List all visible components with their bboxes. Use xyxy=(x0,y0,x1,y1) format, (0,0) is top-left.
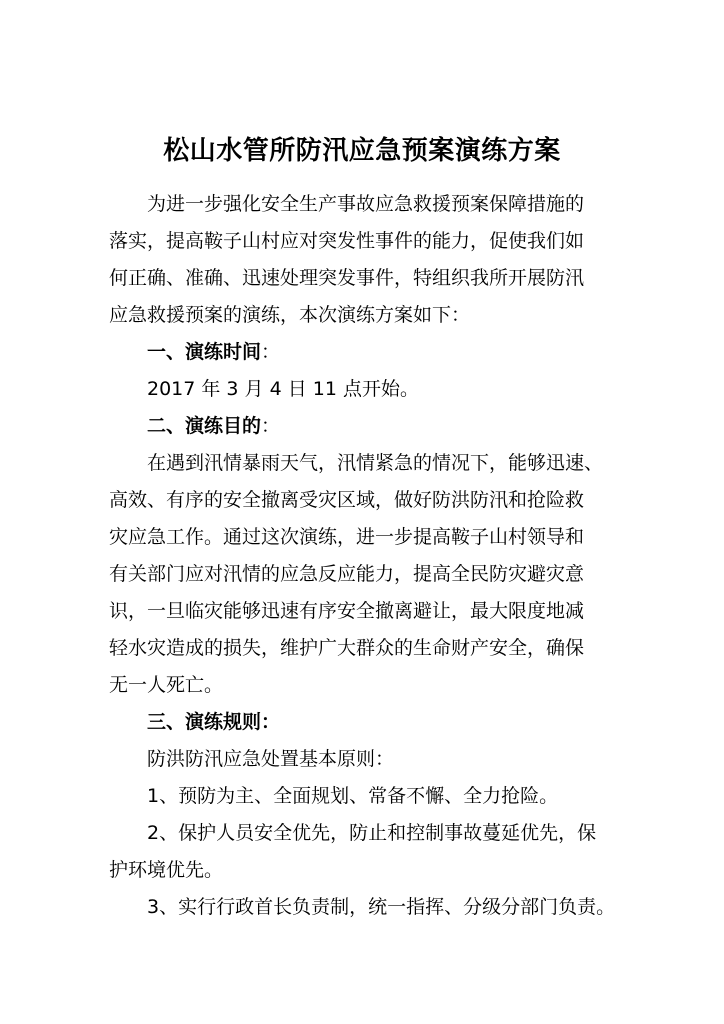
principle-item-3: 3、实行行政首长负责制，统一指挥、分级分部门负责。 xyxy=(147,896,616,918)
section-2-colon: ： xyxy=(261,415,281,437)
section-1-colon: ： xyxy=(261,341,281,363)
section-3-heading xyxy=(109,704,629,741)
section-1-title: 一、演练时间 xyxy=(147,341,262,363)
section-1-content: 2017 年 3 月 4 日 11 点开始。 xyxy=(147,378,419,400)
intro-line: 落实，提高鞍子山村应对突发性事件的能力，促使我们如 xyxy=(109,230,585,252)
section-3-title: 三、演练规则： xyxy=(147,711,281,733)
section-1-heading xyxy=(109,334,629,371)
principle-item-1: 1、预防为主、全面规划、常备不懈、全力抢险。 xyxy=(147,785,559,807)
principles-title: 防洪防汛应急处置基本原则： xyxy=(147,748,395,770)
section-2-line: 有关部门应对汛情的应急反应能力，提高全民防灾避灾意 xyxy=(109,563,585,585)
intro-line: 何正确、准确、迅速处理突发事件，特组织我所开展防汛 xyxy=(109,267,585,289)
document-title: 松山水管所防汛应急预案演练方案 xyxy=(163,136,561,166)
section-2-heading xyxy=(109,408,629,445)
section-2-title: 二、演练目的 xyxy=(147,415,262,437)
section-2-line: 高效、有序的安全撤离受灾区域，做好防洪防汛和抢险救 xyxy=(109,489,585,511)
intro-line: 为进一步强化安全生产事故应急救援预案保障措施的 xyxy=(147,193,585,215)
intro-paragraph xyxy=(109,186,629,223)
section-2-line: 灾应急工作。通过这次演练，进一步提高鞍子山村领导和 xyxy=(109,526,585,548)
intro-continuation xyxy=(109,223,629,334)
principle-item-2: 2、保护人员安全优先，防止和控制事故蔓延优先，保 xyxy=(147,822,597,844)
principle-item-2-line: 护环境优先。 xyxy=(109,859,224,881)
section-2-line: 识，一旦临灾能够迅速有序安全撤离避让，最大限度地减 xyxy=(109,600,585,622)
intro-line: 应急救援预案的演练，本次演练方案如下： xyxy=(109,304,471,326)
document-body xyxy=(109,186,629,926)
section-2-line: 轻水灾造成的损失，维护广大群众的生命财产安全，确保 xyxy=(109,637,585,659)
section-2-line: 无一人死亡。 xyxy=(109,674,224,696)
section-2-continuation xyxy=(109,482,629,704)
principle-item-2-continuation xyxy=(109,852,629,889)
section-2-first-line: 在遇到汛情暴雨天气，汛情紧急的情况下，能够迅速、 xyxy=(147,452,604,474)
